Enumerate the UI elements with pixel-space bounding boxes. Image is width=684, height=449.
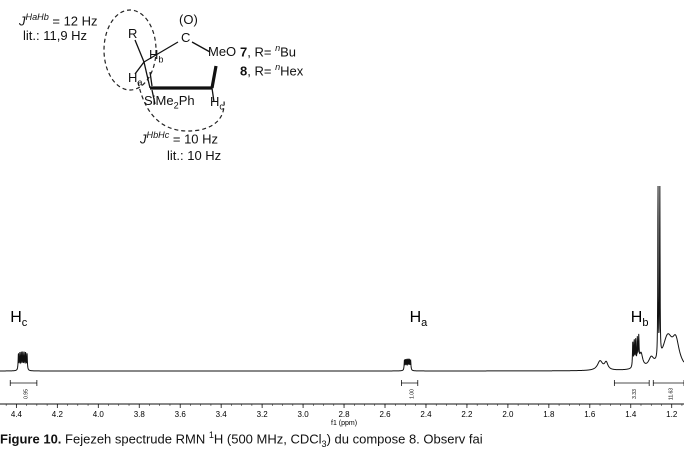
x-tick-label: 2.2 bbox=[461, 410, 473, 419]
x-tick-label: 4.4 bbox=[10, 410, 22, 419]
atom-ha: $H_a$ bbox=[128, 70, 143, 88]
atom-hc: $H_c$ bbox=[210, 94, 224, 112]
integral bbox=[614, 380, 649, 399]
peak-label-hc: $H_c$ bbox=[10, 309, 28, 329]
j-hahb: $J^{HaHb} = 12$ Hz bbox=[19, 12, 98, 29]
atom-silyl: SiMe$_2$Ph bbox=[144, 93, 195, 111]
x-tick-label: 3.6 bbox=[174, 410, 186, 419]
figure-caption: Figure 10. Fejezeh spectrude RMN $^1$H (500 MHz, CDCl$_3$) du compose 8. Observ fai bbox=[0, 430, 483, 449]
x-tick-label: 3.0 bbox=[297, 410, 309, 419]
peak-label-hb: $H_b$ bbox=[630, 309, 649, 329]
atom-c: C bbox=[181, 30, 191, 45]
x-tick-label: 4.0 bbox=[92, 410, 104, 419]
x-tick-label: 4.2 bbox=[51, 410, 63, 419]
integral-value: 11.63 bbox=[668, 387, 675, 401]
x-tick-label: 2.6 bbox=[379, 410, 391, 419]
x-tick-label: 1.6 bbox=[584, 410, 596, 419]
x-tick-label: 3.8 bbox=[133, 410, 145, 419]
integral bbox=[10, 380, 37, 399]
integral bbox=[401, 380, 417, 399]
j-hbhc-lit: lit.: 10 Hz bbox=[167, 148, 222, 163]
x-axis-label: f1 (ppm) bbox=[331, 420, 358, 427]
x-tick-label: 1.2 bbox=[666, 410, 678, 419]
j-hbhc: $J^{HbHc} = 10$ Hz bbox=[140, 130, 219, 147]
compound-8-label: 8, R= $^n$Hex bbox=[240, 62, 304, 79]
integral-value: 0.95 bbox=[23, 389, 30, 399]
x-tick-label: 2.0 bbox=[502, 410, 514, 419]
integral bbox=[653, 380, 684, 400]
atom-r: R bbox=[128, 26, 138, 41]
x-tick-label: 2.4 bbox=[420, 410, 432, 419]
atom-meo: MeO bbox=[208, 44, 237, 59]
x-tick-label: 1.8 bbox=[543, 410, 555, 419]
x-tick-label: 2.8 bbox=[338, 410, 350, 419]
spectrum-trace bbox=[0, 186, 684, 371]
x-tick-label: 3.4 bbox=[215, 410, 227, 419]
atom-carbonyl: (O) bbox=[179, 12, 198, 27]
integral-value: 1.00 bbox=[409, 389, 416, 399]
peak-label-ha: $H_a$ bbox=[409, 309, 428, 329]
x-tick-label: 1.4 bbox=[625, 410, 637, 419]
j-hahb-lit: lit.: 11,9 Hz bbox=[23, 28, 88, 43]
compound-7-label: 7, R= $^n$Bu bbox=[240, 43, 297, 60]
x-tick-label: 3.2 bbox=[256, 410, 268, 419]
integral-value: 3.33 bbox=[631, 389, 638, 399]
atom-hb: $H_b$ bbox=[149, 47, 164, 65]
